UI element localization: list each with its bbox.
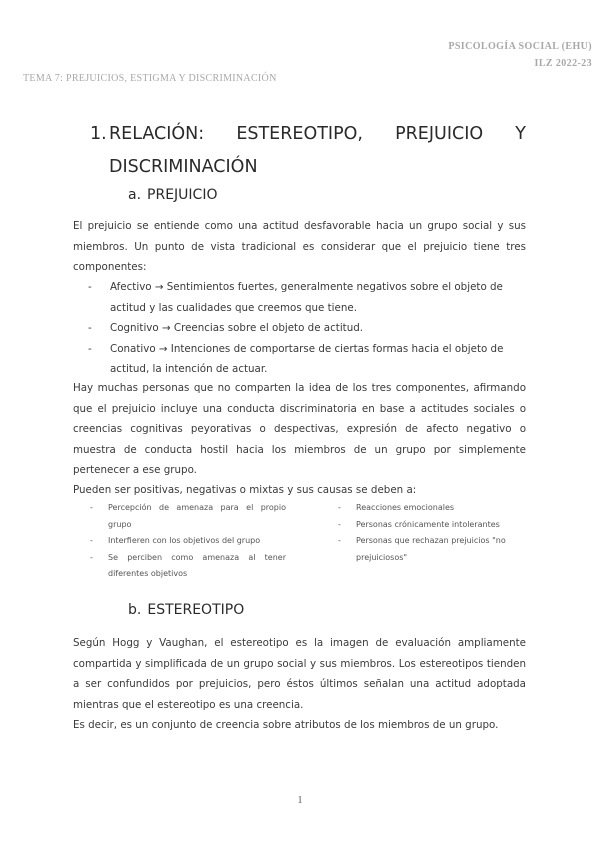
causes-intro: Pueden ser positivas, negativas o mixtas y sus causas se deben a: xyxy=(73,484,417,496)
subsection-title: PREJUICIO xyxy=(147,187,218,203)
list-item: - Personas crónicamente intolerantes xyxy=(338,519,500,529)
heading-word: Y xyxy=(515,124,526,144)
section-heading xyxy=(90,118,526,184)
list-item: - Afectivo → Sentimientos fuertes, generalmente negativos sobre el objeto de actitud y las cualidades que creemos que tiene. xyxy=(88,281,503,314)
subsection-title: ESTEREOTIPO xyxy=(147,602,245,618)
running-header-right xyxy=(448,38,592,72)
prejuicio-paragraph-2: Hay muchas personas que no comparten la idea de los tres componentes, afirmando que el prejuicio incluye una conducta discriminatoria en base a actitudes sociales o creencias cognitivas peyorativas o despectivas, expresión de afecto negativo o muestra de conducta hostil hacia los miembros de un grupo por simplemente pertenecer a ese grupo. xyxy=(73,382,526,476)
estereotipo-paragraph-1: Según Hogg y Vaughan, el estereotipo es la imagen de evaluación ampliamente compartida y simplificada de un grupo social y sus miembros. Los estereotipos tienden a ser confundidos por prejuicios, pero éstos últimos señalan una actitud adoptada mientras que el estereotipo es una creencia. xyxy=(73,637,526,711)
estereotipo-paragraph-2: Es decir, es un conjunto de creencia sobre atributos de los miembros de un grupo. xyxy=(73,719,499,731)
list-item: - Percepción de amenaza para el propio grupo xyxy=(90,503,286,529)
list-item: - Se perciben como amenaza al tener diferentes objetivos xyxy=(90,552,286,578)
topic-header: TEMA 7: PREJUICIOS, ESTIGMA Y DISCRIMINACIÓN xyxy=(23,73,277,84)
components-list xyxy=(88,277,528,380)
list-item: - Interfieren con los objetivos del grupo xyxy=(90,536,261,545)
heading-line2: DISCRIMINACIÓN xyxy=(109,157,258,177)
heading-word: PREJUICIO xyxy=(395,124,484,144)
subsection-number: b. xyxy=(128,602,142,618)
list-item: - Conativo → Intenciones de comportarse de ciertas formas hacia el objeto de actitud, la intención de actuar. xyxy=(88,342,504,375)
section-number: 1. xyxy=(90,124,107,144)
causes-column-left xyxy=(90,500,286,583)
heading-word: RELACIÓN: xyxy=(109,124,205,144)
page-number: 1 xyxy=(297,795,303,806)
list-item: - Personas que rechazan prejuicios "no prejuiciosos" xyxy=(338,536,506,562)
academic-year: ILZ 2022-23 xyxy=(534,58,592,69)
heading-word: ESTEREOTIPO, xyxy=(236,124,363,144)
list-item: - Reacciones emocionales xyxy=(338,503,455,512)
prejuicio-intro: El prejuicio se entiende como una actitud desfavorable hacia un grupo social y sus miembros. Un punto de vista tradicional es considerar que el prejuicio tiene tres componentes: xyxy=(73,220,526,273)
list-item: - Cognitivo → Creencias sobre el objeto de actitud. xyxy=(88,322,364,334)
subsection-heading-b xyxy=(128,602,244,618)
subsection-number: a. xyxy=(128,187,142,203)
subsection-heading-a xyxy=(128,187,217,203)
course-title: PSICOLOGÍA SOCIAL (EHU) xyxy=(448,41,592,52)
causes-column-right xyxy=(338,500,530,566)
